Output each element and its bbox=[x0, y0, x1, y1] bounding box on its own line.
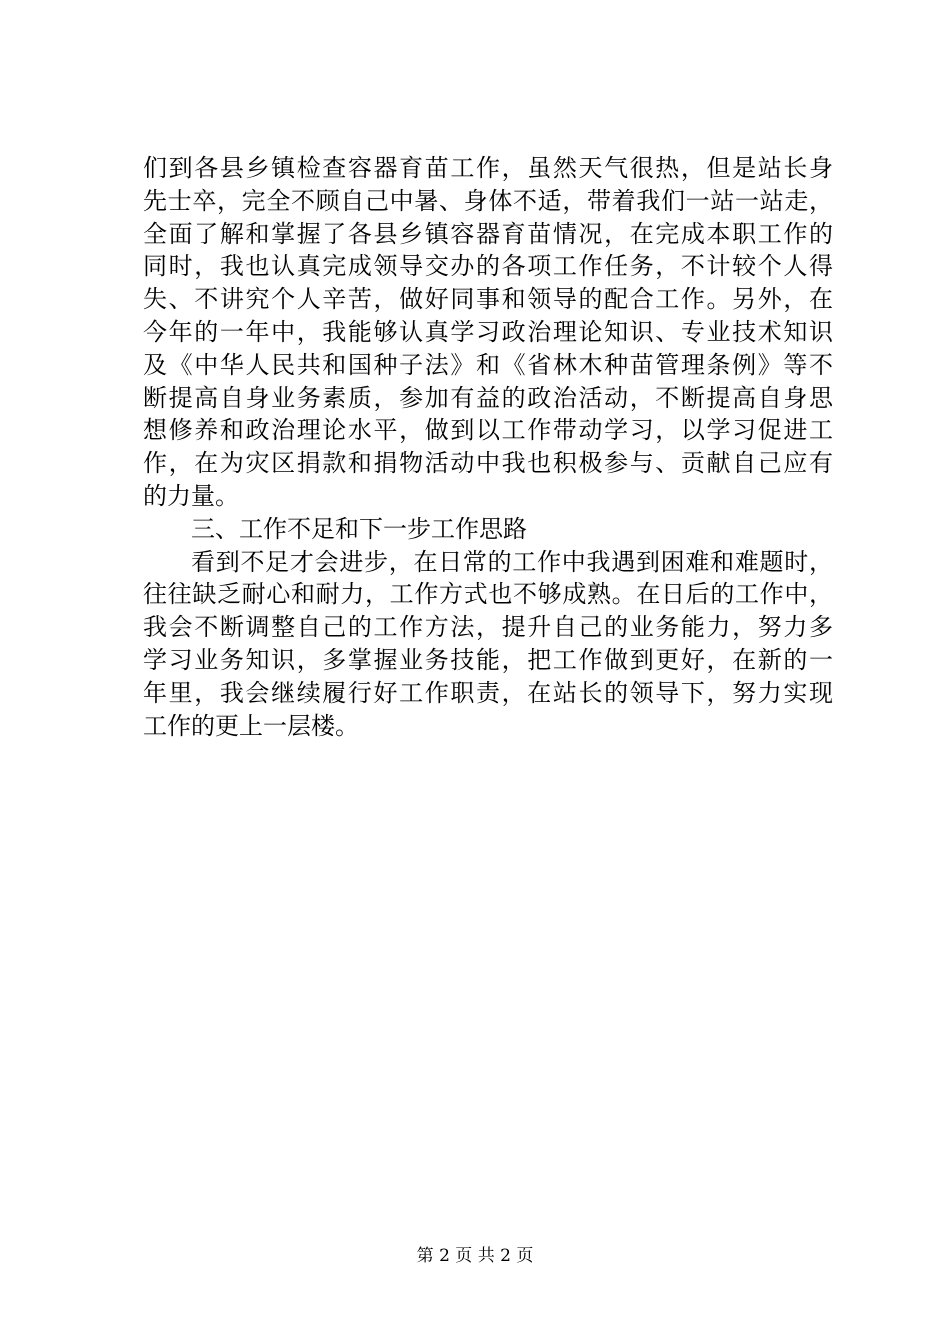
section-heading: 三、工作不足和下一步工作思路 bbox=[191, 514, 527, 543]
text-line: 工作的更上一层楼。 bbox=[143, 711, 359, 740]
document-body bbox=[143, 152, 833, 742]
paragraph-shortcomings-plan bbox=[143, 546, 833, 743]
text-line: 想修养和政治理论水平，做到以工作带动学习，以学习促进工 bbox=[143, 416, 833, 445]
text-line: 学习业务知识，多掌握业务技能，把工作做到更好，在新的一 bbox=[143, 645, 833, 674]
text-line: 失、不讲究个人辛苦，做好同事和领导的配合工作。另外，在 bbox=[143, 285, 833, 314]
page-number: 第 2 页 共 2 页 bbox=[416, 1246, 534, 1266]
page-footer bbox=[0, 1244, 950, 1268]
text-line: 先士卒，完全不顾自己中暑、身体不适，带着我们一站一站走， bbox=[143, 186, 833, 215]
text-line: 往往缺乏耐心和耐力，工作方式也不够成熟。在日后的工作中， bbox=[143, 580, 833, 609]
text-line: 看到不足才会进步，在日常的工作中我遇到困难和难题时， bbox=[191, 547, 833, 576]
text-line: 年里，我会继续履行好工作职责，在站长的领导下，努力实现 bbox=[143, 678, 833, 707]
text-line: 们到各县乡镇检查容器育苗工作，虽然天气很热，但是站长身 bbox=[143, 154, 833, 182]
text-line: 作，在为灾区捐款和捐物活动中我也积极参与、贡献自己应有 bbox=[143, 449, 833, 478]
text-line: 同时，我也认真完成领导交办的各项工作任务，不计较个人得 bbox=[143, 252, 833, 281]
text-line: 的力量。 bbox=[143, 481, 239, 510]
text-line: 全面了解和掌握了各县乡镇容器育苗情况，在完成本职工作的 bbox=[143, 219, 833, 248]
text-line: 今年的一年中，我能够认真学习政治理论知识、专业技术知识 bbox=[143, 317, 833, 346]
text-line: 我会不断调整自己的工作方法，提升自己的业务能力，努力多 bbox=[143, 613, 833, 642]
paragraph-work-summary bbox=[143, 152, 833, 513]
text-line: 断提高自身业务素质，参加有益的政治活动，不断提高自身思 bbox=[143, 383, 833, 412]
text-line: 及《中华人民共和国种子法》和《省林木种苗管理条例》等不 bbox=[143, 350, 833, 379]
